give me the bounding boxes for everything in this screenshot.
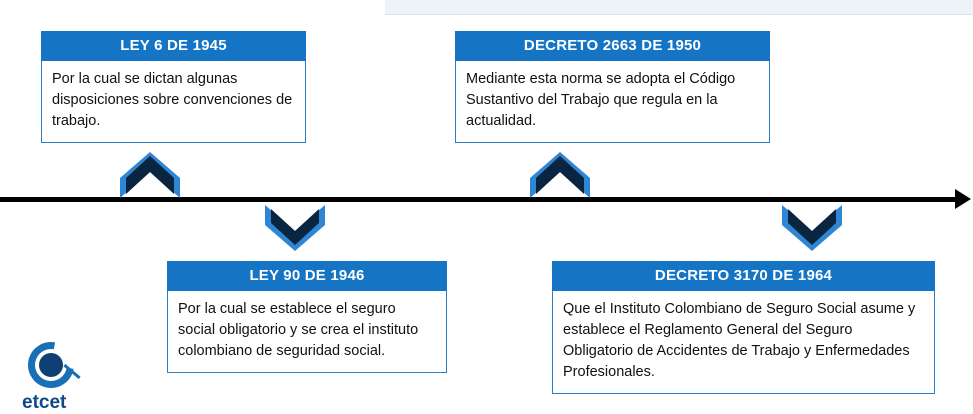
timeline-card-decreto-3170-1964: [552, 261, 935, 394]
watermark-logo: [22, 340, 98, 413]
timeline-card-decreto-2663-1950: [455, 31, 770, 143]
chevron-down-icon: [782, 205, 842, 251]
card-text: Por la cual se dictan algunas disposiciones sobre convenciones de trabajo.: [41, 61, 306, 143]
chevron-up-icon: [530, 152, 590, 198]
eye-logo-pupil: [39, 353, 63, 377]
top-band: [385, 0, 973, 15]
timeline-card-ley90-1946: [167, 261, 447, 373]
card-text: Que el Instituto Colombiano de Seguro Social asume y establece el Reglamento General del Seguro Obligatorio de Accidentes de Trabajo y Enfermedades Profesionales.: [552, 291, 935, 394]
card-title: LEY 6 DE 1945: [41, 31, 306, 61]
card-text: Por la cual se establece el seguro social obligatorio y se crea el instituto colombiano de seguridad social.: [167, 291, 447, 373]
card-title: DECRETO 3170 DE 1964: [552, 261, 935, 291]
timeline-axis-arrowhead: [955, 189, 971, 209]
timeline-card-ley6-1945: [41, 31, 306, 143]
card-text: Mediante esta norma se adopta el Código Sustantivo del Trabajo que regula en la actualidad.: [455, 61, 770, 143]
watermark-label: etcet: [22, 392, 67, 413]
chevron-down-icon: [265, 205, 325, 251]
card-title: LEY 90 DE 1946: [167, 261, 447, 291]
chevron-up-icon: [120, 152, 180, 198]
card-title: DECRETO 2663 DE 1950: [455, 31, 770, 61]
